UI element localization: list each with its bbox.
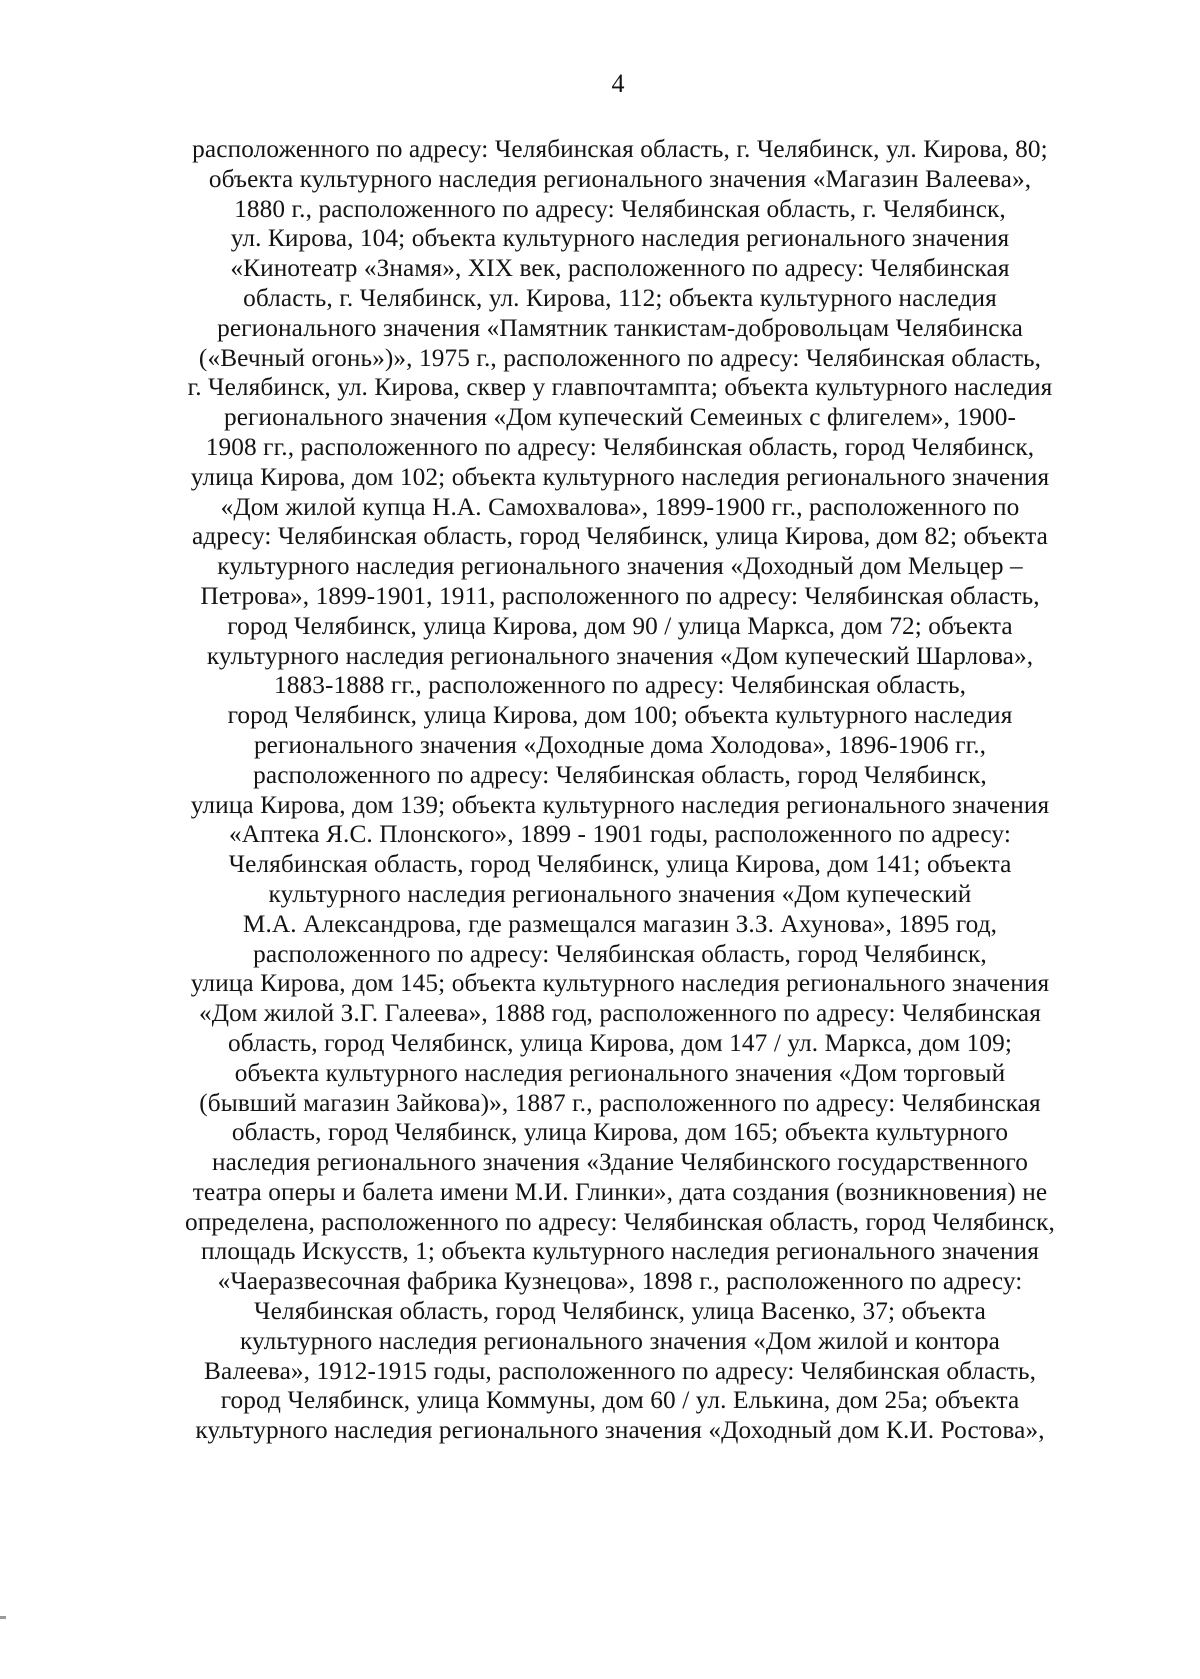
text-line: Челябинская область, город Челябинск, улица Кирова, дом 141; объекта	[228, 850, 1012, 879]
text-line: ул. Кирова, 104; объекта культурного наследия регионального значения	[230, 224, 1010, 253]
text-line: Челябинская область, город Челябинск, улица Васенко, 37; объекта	[254, 1297, 986, 1326]
text-line: область, г. Челябинск, ул. Кирова, 112; объекта культурного наследия	[243, 283, 997, 312]
text-line: культурного наследия регионального значения «Дом купеческий	[268, 879, 972, 908]
text-line: Валеева», 1912-1915 годы, расположенного по адресу: Челябинская область,	[203, 1356, 1037, 1385]
text-line: наследия регионального значения «Здание Челябинского государственного	[211, 1148, 1029, 1177]
text-line: регионального значения «Памятник танкистам-добровольцам Челябинска	[217, 313, 1023, 342]
document-body	[100, 135, 1140, 1446]
text-line: улица Кирова, дом 139; объекта культурного наследия регионального значения	[190, 790, 1050, 819]
text-line: улица Кирова, дом 102; объекта культурного наследия регионального значения	[190, 462, 1050, 491]
page-number: 4	[611, 69, 625, 98]
text-line: улица Кирова, дом 145; объекта культурного наследия регионального значения	[190, 969, 1050, 998]
scan-artifact	[0, 1616, 6, 1619]
text-line: город Челябинск, улица Кирова, дом 90 / улица Маркса, дом 72; объекта	[227, 611, 1013, 640]
text-line: 1883-1888 гг., расположенного по адресу: Челябинская область,	[273, 671, 967, 700]
text-line: область, город Челябинск, улица Кирова, дом 165; объекта культурного	[231, 1118, 1009, 1147]
text-line: область, город Челябинск, улица Кирова, дом 147 / ул. Маркса, дом 109;	[228, 1028, 1012, 1057]
text-line: город Челябинск, улица Коммуны, дом 60 / ул. Елькина, дом 25а; объекта	[220, 1386, 1020, 1415]
text-line: культурного наследия регионального значения «Дом купеческий Шарлова»,	[206, 641, 1034, 670]
text-line: город Челябинск, улица Кирова, дом 100; объекта культурного наследия	[227, 701, 1013, 730]
text-line: «Кинотеатр «Знамя», XIX век, расположенного по адресу: Челябинская	[230, 254, 1010, 283]
text-line: расположенного по адресу: Челябинская область, город Челябинск,	[253, 939, 987, 968]
text-line: определена, расположенного по адресу: Челябинская область, город Челябинск,	[185, 1207, 1055, 1236]
text-line: «Дом жилой купца Н.А. Самохвалова», 1899-1900 гг., расположенного по	[220, 492, 1020, 521]
text-line: «Чаеразвесочная фабрика Кузнецова», 1898 г., расположенного по адресу:	[217, 1267, 1023, 1296]
text-line: 1880 г., расположенного по адресу: Челябинская область, г. Челябинск,	[234, 194, 1006, 223]
text-line: Петрова», 1899-1901, 1911, расположенного по адресу: Челябинская область,	[200, 581, 1040, 610]
text-line: площадь Искусств, 1; объекта культурного наследия регионального значения	[200, 1237, 1040, 1266]
text-line: объекта культурного наследия регионального значения «Магазин Валеева»,	[208, 164, 1032, 193]
text-line: объекта культурного наследия регионального значения «Дом торговый	[234, 1058, 1006, 1087]
text-line: регионального значения «Доходные дома Холодова», 1896-1906 гг.,	[253, 730, 987, 759]
text-line: расположенного по адресу: Челябинская область, г. Челябинск, ул. Кирова, 80;	[192, 135, 1048, 163]
text-line: культурного наследия регионального значения «Доходный дом К.И. Ростова»,	[195, 1416, 1045, 1445]
text-line: г. Челябинск, ул. Кирова, сквер у главпочтампта; объекта культурного наследия	[187, 373, 1053, 402]
text-line: («Вечный огонь»)», 1975 г., расположенного по адресу: Челябинская область,	[198, 343, 1042, 372]
text-line: «Аптека Я.С. Плонского», 1899 - 1901 годы, расположенного по адресу:	[229, 820, 1011, 849]
text-line: культурного наследия регионального значения «Дом жилой и контора	[240, 1326, 1000, 1355]
text-line: расположенного по адресу: Челябинская область, город Челябинск,	[253, 760, 987, 789]
text-line: 1908 гг., расположенного по адресу: Челябинская область, город Челябинск,	[205, 432, 1035, 461]
text-line: М.А. Александрова, где размещался магазин З.З. Ахунова», 1895 год,	[242, 909, 998, 938]
text-line: театра оперы и балета имени М.И. Глинки», дата создания (возникновения) не	[192, 1177, 1048, 1206]
text-line: (бывший магазин Зайкова)», 1887 г., расположенного по адресу: Челябинская	[199, 1088, 1041, 1117]
text-line: «Дом жилой З.Г. Галеева», 1888 год, расположенного по адресу: Челябинская	[199, 999, 1041, 1028]
text-line: адресу: Челябинская область, город Челябинск, улица Кирова, дом 82; объекта	[191, 522, 1049, 551]
text-line: культурного наследия регионального значения «Доходный дом Мельцер –	[217, 552, 1023, 581]
text-line: регионального значения «Дом купеческий Семеиных с флигелем», 1900-	[223, 403, 1017, 432]
